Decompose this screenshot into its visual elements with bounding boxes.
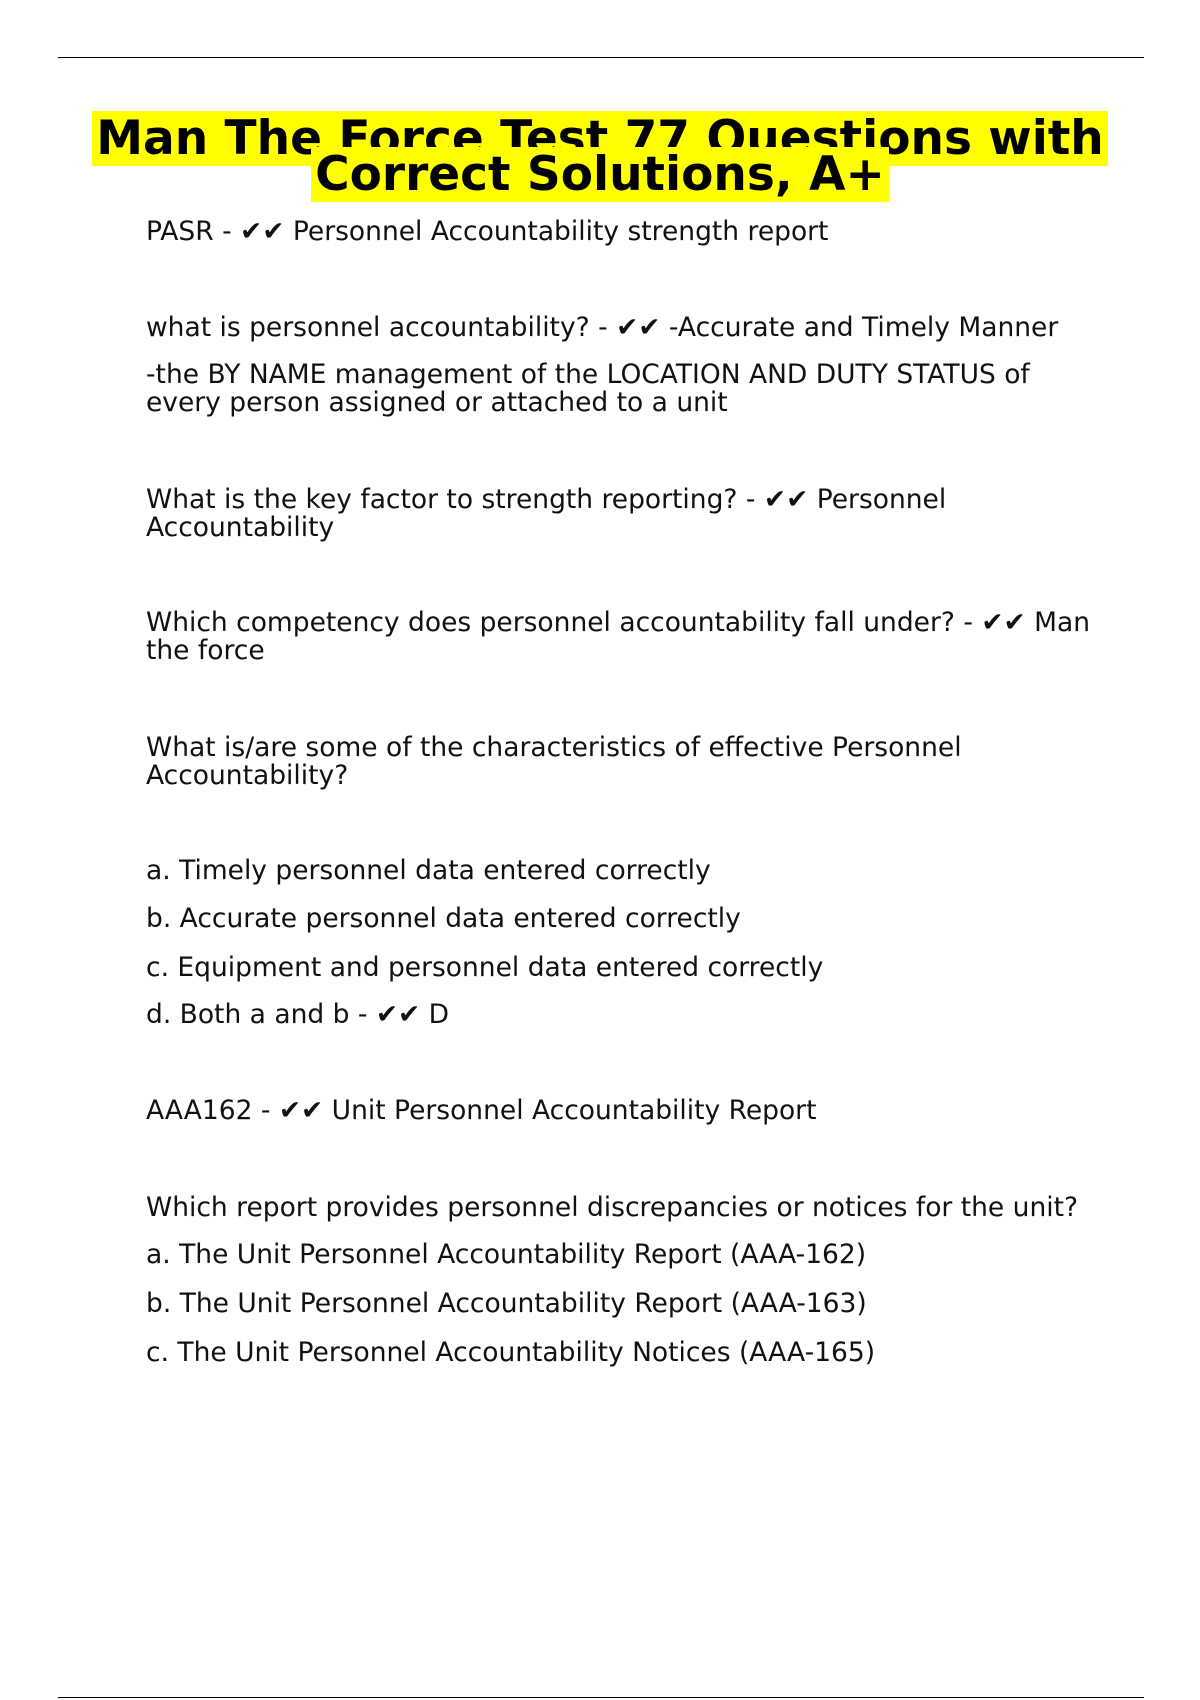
options-characteristics bbox=[146, 857, 1096, 1029]
option-b: b. Accurate personnel data entered correctly bbox=[146, 903, 741, 934]
question-report: Which report provides personnel discrepancies or notices for the unit? bbox=[146, 1192, 1079, 1223]
top-rule bbox=[58, 57, 1144, 58]
option-a: a. Timely personnel data entered correctly bbox=[146, 855, 711, 886]
option-b: b. The Unit Personnel Accountability Report (AAA-163) bbox=[146, 1288, 867, 1319]
question-characteristics: What is/are some of the characteristics of effective Personnel Accountability? bbox=[146, 732, 962, 791]
qa-aaa162: AAA162 - ✔✔ Unit Personnel Accountability Report bbox=[146, 1095, 817, 1126]
bottom-rule bbox=[58, 1697, 1144, 1698]
page-title: Man The Force Test 77 Questions with Correct Solutions, A+ bbox=[92, 111, 1108, 202]
option-c: c. Equipment and personnel data entered correctly bbox=[146, 952, 824, 983]
option-d-answer: d. Both a and b - ✔✔ D bbox=[146, 999, 450, 1030]
qa-personnel-accountability: what is personnel accountability? - ✔✔ -Accurate and Timely Manner bbox=[146, 312, 1059, 343]
qa-pasr: PASR - ✔✔ Personnel Accountability strength report bbox=[146, 216, 829, 247]
option-a: a. The Unit Personnel Accountability Report (AAA-162) bbox=[146, 1239, 867, 1270]
qa-competency: Which competency does personnel accountability fall under? - ✔✔ Man the force bbox=[146, 607, 1091, 666]
title-block bbox=[0, 111, 1200, 202]
options-report bbox=[146, 1241, 1096, 1367]
document-body bbox=[146, 215, 1096, 1367]
qa-key-factor: What is the key factor to strength reporting? - ✔✔ Personnel Accountability bbox=[146, 484, 947, 543]
qa-personnel-accountability-definition: -the BY NAME management of the LOCATION AND DUTY STATUS of every person assigned or attached to a unit bbox=[146, 359, 1030, 418]
option-c: c. The Unit Personnel Accountability Notices (AAA-165) bbox=[146, 1337, 876, 1368]
